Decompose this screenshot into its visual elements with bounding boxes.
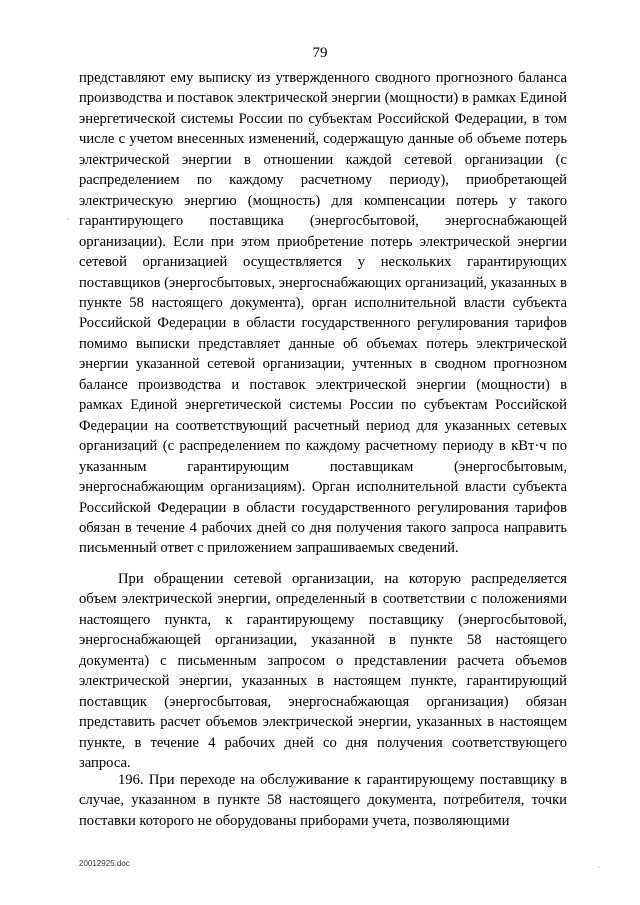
document-filename: 20012925.doc: [79, 859, 130, 868]
paragraph-continuation: представляют ему выписку из утвержденного сводного прогнозного баланса производства и поставок электрической энергии (мощности) в рамках Единой энергетической системы России по субъектам Российской Федерации, в том числе с учетом внесенных изменений, содержащую данные об объеме потерь электрической энергии в отношении каждой сетевой организации (с распределением по каждому расчетному периоду), приобретающей электрическую энергию (мощность) для компенсации потерь у такого гарантирующего поставщика (энергосбытовой, энергоснабжающей организации). Если при этом приобретение потерь электрической энергии сетевой организацией осуществляется у нескольких гарантирующих поставщиков (энергосбытовых, энергоснабжающих организаций, указанных в пункте 58 настоящего документа), орган исполнительной власти субъекта Российской Федерации в области государственного регулирования тарифов помимо выписки представляет данные об объемах потерь электрической энергии указанной сетевой организации, учтенных в сводном прогнозном балансе производства и поставок электрической энергии (мощности) в рамках Единой энергетической системы России по субъектам Российской Федерации на соответствующий расчетный период для указанных сетевых организаций (с распределением по каждому расчетному периоду в кВт·ч по указанным гарантирующим поставщикам (энергосбытовым, энергоснабжающим организациям). Орган исполнительной власти субъекта Российской Федерации в области государственного регулирования тарифов обязан в течение 4 рабочих дней со дня получения такого запроса направить письменный ответ с приложением запрашиваемых сведений.: [79, 70, 567, 557]
page-number: 79: [312, 45, 328, 61]
paragraph-item-196: 196. При переходе на обслуживание к гарантирующему поставщику в случае, указанном в пункте 58 настоящего документа, потребителя, точки поставки которого не оборудованы приборами учета, позволяющими: [79, 772, 567, 829]
body-text-continuation: [79, 68, 567, 559]
paragraph-network-request: При обращении сетевой организации, на которую распределяется объем электрической энергии, определенный в соответствии с положениями настоящего пункта, к гарантирующему поставщику (энергосбытовой, энергоснабжающей организации, указанной в пункте 58 настоящего документа) с письменным запросом о представлении расчета объемов электрической энергии, указанных в настоящем пункте, гарантирующий поставщик (энергосбытовая, энергоснабжающая организация) обязан представить расчет объемов электрической энергии, указанных в настоящем пункте, в течение 4 рабочих дней со дня получения соответствующего запроса.: [79, 571, 567, 772]
scan-mark: ,: [67, 212, 70, 221]
body-text-item-196: [79, 770, 567, 831]
scan-mark: .: [598, 861, 601, 870]
body-text-request: [79, 569, 567, 774]
